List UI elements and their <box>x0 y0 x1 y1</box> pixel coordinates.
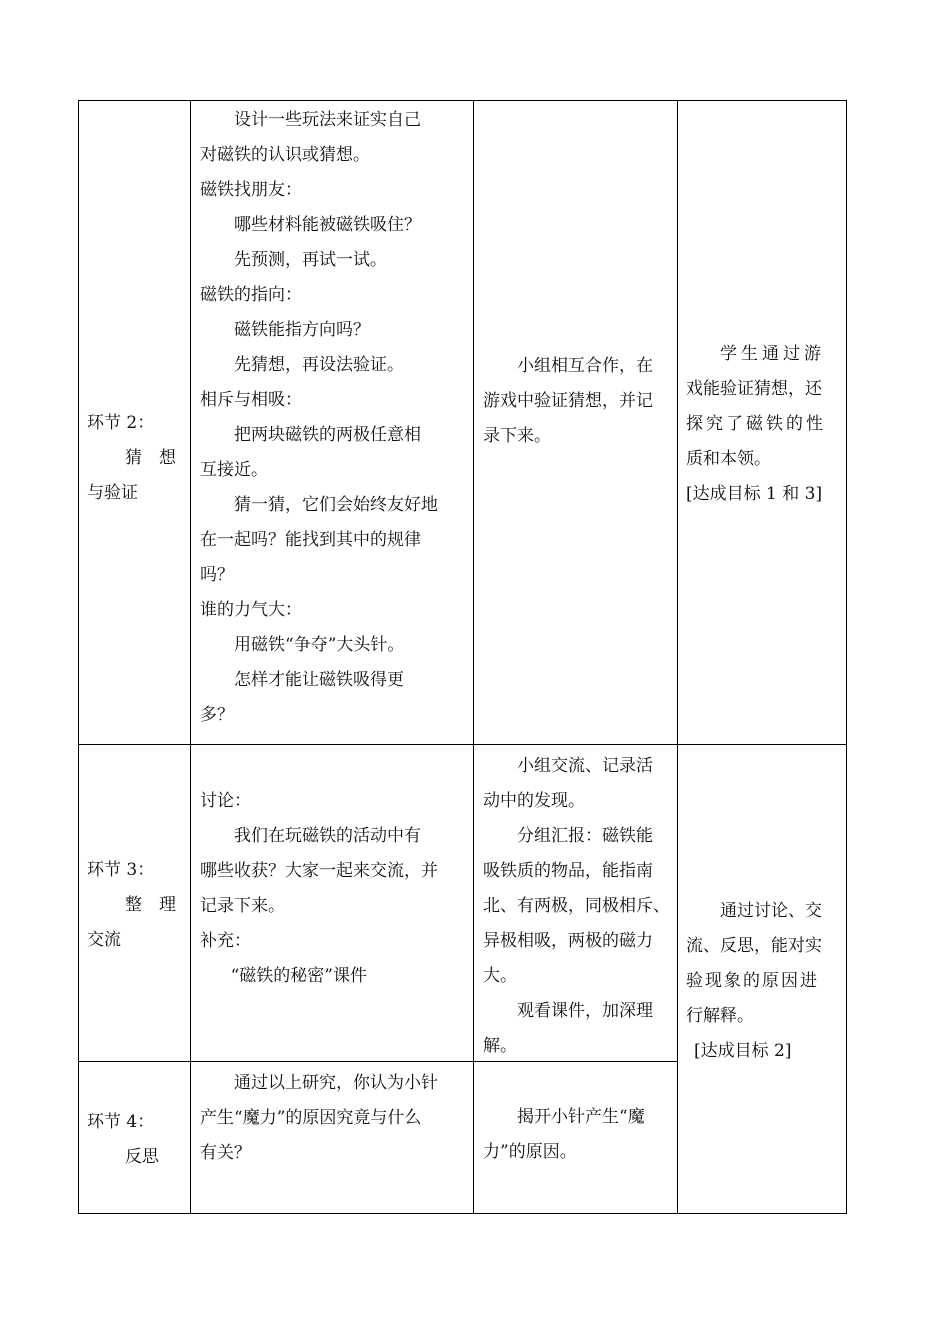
content-line: 设计一些玩法来证实自己 <box>234 110 421 130</box>
student-line: 异极相吸，两极的磁力 <box>483 931 653 951</box>
content-line: 磁铁的指向： <box>200 285 302 305</box>
content-line: 哪些材料能被磁铁吸住？ <box>234 215 421 235</box>
student-line: 动中的发现。 <box>483 791 585 811</box>
student-line: 北、有两极，同极相斥、 <box>483 896 670 916</box>
student-line: 录下来。 <box>483 426 551 446</box>
student-line: 吸铁质的物品，能指南 <box>483 861 653 881</box>
goal-line: [达成目标 1 和 3] <box>686 484 823 504</box>
goal-line: [达成目标 2] <box>694 1041 792 1061</box>
content-line: 补充： <box>200 931 251 951</box>
student-line: 小组相互合作，在 <box>517 356 653 376</box>
row-divider-1 <box>78 744 847 745</box>
goal-line: 探究了磁铁的性 <box>686 414 826 434</box>
stage-cell-3 <box>87 853 183 958</box>
student-cell-2 <box>483 349 673 454</box>
content-line: 怎样才能让磁铁吸得更 <box>234 670 404 690</box>
content-line: 相斥与相吸： <box>200 390 302 410</box>
stage-line: 环节 3： <box>87 860 155 880</box>
table-border-bottom <box>78 1213 847 1214</box>
stage-line: 反思 <box>125 1147 159 1167</box>
content-line: 产生“魔力”的原因究竟与什么 <box>200 1108 422 1128</box>
content-line: 通过以上研究，你认为小针 <box>234 1073 438 1093</box>
content-line: 在一起吗？能找到其中的规律 <box>200 530 421 550</box>
goal-line: 学生通过游 <box>720 344 825 364</box>
col-divider-2 <box>473 100 474 1214</box>
content-line: 谁的力气大： <box>200 600 302 620</box>
content-line: 哪些收获？大家一起来交流，并 <box>200 861 438 881</box>
stage-line: 环节 2： <box>87 413 155 433</box>
content-cell-4 <box>200 1066 468 1171</box>
student-line: 大。 <box>483 966 517 986</box>
content-line: 对磁铁的认识或猜想。 <box>200 145 370 165</box>
stage-cell-4 <box>87 1105 183 1175</box>
content-line: 吗？ <box>200 565 234 585</box>
student-line: 小组交流、记录活 <box>517 756 653 776</box>
goal-line: 行解释。 <box>686 1006 754 1026</box>
student-line: 观看课件，加深理 <box>517 1001 653 1021</box>
content-line: 记录下来。 <box>200 896 285 916</box>
student-line: 解。 <box>483 1036 517 1056</box>
col-divider-1 <box>190 100 191 1214</box>
stage-line: 交流 <box>87 930 121 950</box>
content-cell-3 <box>200 784 468 994</box>
stage-line: 与验证 <box>87 483 138 503</box>
content-line: 用磁铁“争夺”大头针。 <box>234 635 405 655</box>
content-line: 先猜想，再设法验证。 <box>234 355 404 375</box>
stage-line: 环节 4： <box>87 1112 155 1132</box>
content-line: 猜一猜，它们会始终友好地 <box>234 495 438 515</box>
content-line: 讨论： <box>200 791 251 811</box>
table-border-left <box>78 100 79 1214</box>
content-line: 磁铁能指方向吗？ <box>234 320 370 340</box>
goal-line: 流、反思，能对实 <box>686 936 822 956</box>
content-line: 磁铁找朋友： <box>200 180 302 200</box>
content-line: 把两块磁铁的两极任意相 <box>234 425 421 445</box>
content-line: 我们在玩磁铁的活动中有 <box>234 826 421 846</box>
student-cell-3 <box>483 749 673 1064</box>
stage-line: 整 理 <box>125 895 176 915</box>
content-line: 互接近。 <box>200 460 268 480</box>
goal-cell-3 <box>686 894 840 1069</box>
table-border-top <box>78 100 847 101</box>
student-line: 游戏中验证猜想，并记 <box>483 391 653 411</box>
content-line: “磁铁的秘密”课件 <box>230 966 367 986</box>
student-cell-4 <box>483 1100 673 1170</box>
stage-cell-2 <box>87 406 183 511</box>
content-line: 有关？ <box>200 1143 251 1163</box>
student-line: 揭开小针产生“魔 <box>517 1107 645 1127</box>
goal-line: 通过讨论、交 <box>720 901 822 921</box>
goal-line: 质和本领。 <box>686 449 771 469</box>
content-cell-2 <box>200 103 468 733</box>
content-line: 先预测，再试一试。 <box>234 250 387 270</box>
goal-cell-2 <box>686 337 840 512</box>
student-line: 力”的原因。 <box>483 1142 577 1162</box>
content-line: 多？ <box>200 705 234 725</box>
goal-line: 验现象的原因进 <box>686 971 819 991</box>
table-border-right <box>846 100 847 1214</box>
student-line: 分组汇报：磁铁能 <box>517 826 653 846</box>
col-divider-3 <box>677 100 678 1214</box>
goal-line: 戏能验证猜想，还 <box>686 379 822 399</box>
stage-line: 猜 想 <box>125 448 176 468</box>
